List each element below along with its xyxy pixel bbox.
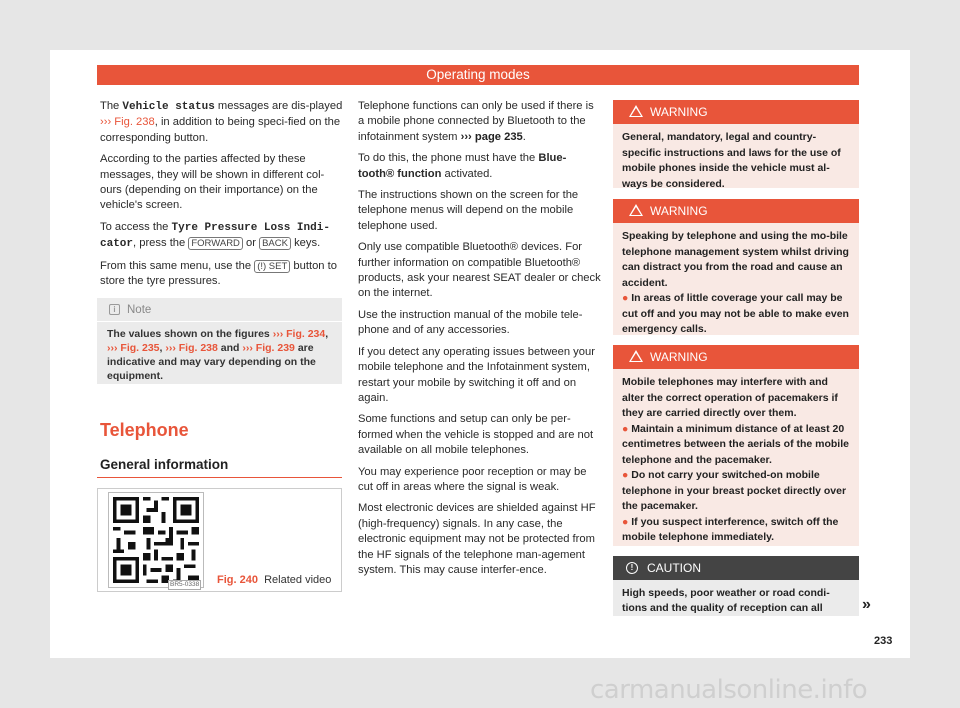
bullet-icon: ●	[622, 469, 629, 481]
warning-header: WARNING	[613, 199, 859, 223]
paragraph: You may experience poor reception or may be cut off in areas where the signal is weak.	[358, 465, 587, 493]
menu-item-name: Vehicle status	[122, 101, 215, 113]
list-item: ● Do not carry your switched-on mobile telephone in your breast pocket directly over the pacemaker.	[622, 469, 847, 512]
warning-header: WARNING	[613, 345, 859, 369]
paragraph: Only use compatible Bluetooth® devices. For further information on compatible Bluetooth® products, ask your nearest SEAT dealer or check on the internet.	[358, 241, 601, 300]
paragraph: From this same menu, use the (!) SET button to store the tyre pressures.	[100, 259, 337, 288]
list-item: ● Maintain a minimum distance of at least 20 centimetres between the aerials of the mobile telephone and the pacemaker.	[622, 422, 849, 466]
caution-icon: !	[626, 562, 638, 574]
paragraph: Most electronic devices are shielded against HF (high-frequency) signals. In any case, the electronic equipment may not be protected from the HF signals of the telephone man-agement system. This may cause interfer-ence.	[358, 502, 596, 576]
continue-arrow-icon: »	[862, 596, 871, 613]
fig-reference-link[interactable]: ››› Fig. 235	[107, 342, 160, 354]
figure-label: Fig. 240	[217, 574, 258, 586]
left-column	[100, 99, 343, 295]
bullet-icon: ●	[622, 515, 629, 528]
page-reference-link[interactable]: ››› page 235	[460, 130, 523, 143]
list-item: ● If you suspect interference, switch off the mobile telephone immediately.	[622, 515, 839, 543]
warning-body: Speaking by telephone and using the mo-bile telephone management system whilst driving can distract you from the road and cause an accident. ● In areas of little coverage your call may be cut off and you may not be able to make even emergency calls.	[613, 223, 859, 344]
info-icon: i	[109, 304, 120, 315]
bullet-icon: ●	[622, 422, 629, 435]
fig-reference-link[interactable]: ››› Fig. 238	[100, 116, 155, 129]
page-header: Operating modes	[97, 65, 859, 85]
section-title: Telephone	[100, 420, 189, 440]
caution-header: ! CAUTION	[613, 556, 859, 580]
warning-body: General, mandatory, legal and country-specific instructions and laws for the use of mobile phones inside the vehicle must al-ways be considered.	[622, 131, 841, 190]
figure-caption: Fig. 240 Related video	[217, 574, 332, 586]
paragraph: If you detect any operating issues between your mobile telephone and the Infotainment system, restart your mobile by switching it off and on again.	[358, 345, 595, 404]
warning-icon	[629, 105, 643, 117]
section-subtitle: General information	[100, 457, 229, 472]
warning-icon	[629, 204, 643, 216]
figure-code: BR5-0338	[170, 581, 200, 588]
back-key: BACK	[259, 237, 291, 250]
paragraph: The Vehicle status messages are dis-played ››› Fig. 238, in addition to being speci-fied on the corresponding button.	[100, 100, 343, 144]
list-item: ● In areas of little coverage your call may be cut off and you may not be able to make even emergency calls.	[622, 292, 849, 335]
forward-key: FORWARD	[188, 237, 243, 250]
page-number: 233	[874, 635, 893, 647]
caution-body: High speeds, poor weather or road condi-tions and the quality of reception can all	[622, 587, 830, 614]
warning-body: Mobile telephones may interfere with and alter the correct operation of pacemakers if they are carried directly over them. ● Maintain a minimum distance of at least 20 centimetres between the aerials of the mobile telephone and the pacemaker. ● Do not carry your switched-on mobile telephone in your breast pocket directly over the pacemaker. ● If you suspect interference, switch off the mobile telephone immediately.	[613, 369, 859, 552]
warning-box	[613, 345, 859, 546]
note-header	[97, 298, 342, 322]
menu-item-name: Tyre Pressure Loss Indi-cator	[100, 221, 330, 251]
warning-box	[613, 100, 859, 188]
caution-box	[613, 556, 859, 616]
paragraph: Telephone functions can only be used if there is a mobile phone connected by Bluetooth to the infotainment system ››› page 235.	[358, 100, 594, 143]
note-body: The values shown on the figures ››› Fig. 234, ››› Fig. 235, ››› Fig. 238 and ››› Fig. 239 are indicative and may vary depending on the equipment.	[107, 328, 329, 382]
paragraph: Some functions and setup can only be per-formed when the vehicle is stopped and are not available on all mobile telephones.	[358, 413, 594, 457]
bullet-icon: ●	[622, 292, 629, 304]
paragraph: According to the parties affected by these messages, they will be shown in different col-ours (depending on their importance) on the vehicle's screen.	[100, 153, 325, 212]
qr-code-icon[interactable]	[108, 492, 204, 588]
paragraph: To do this, the phone must have the Blue-tooth® function activated.	[358, 152, 567, 180]
paragraph: To access the Tyre Pressure Loss Indi-cator, press the FORWARD or BACK keys.	[100, 220, 330, 251]
watermark: carmanualsonline.info	[590, 675, 868, 705]
fig-reference-link[interactable]: ››› Fig. 239	[242, 342, 295, 354]
set-key: (!) SET	[254, 260, 290, 273]
warning-header: WARNING	[613, 100, 859, 124]
fig-reference-link[interactable]: ››› Fig. 234	[272, 328, 326, 340]
paragraph: Use the instruction manual of the mobile tele-phone and of any accessories.	[358, 308, 583, 337]
warning-icon	[629, 350, 643, 362]
warning-box	[613, 199, 859, 335]
middle-column	[358, 99, 601, 584]
note-title: Note	[127, 304, 152, 316]
divider	[97, 477, 342, 478]
paragraph: The instructions shown on the screen for the telephone menus will depend on the mobile telephone used.	[358, 189, 579, 232]
fig-reference-link[interactable]: ››› Fig. 238	[165, 342, 218, 354]
note-box	[97, 298, 342, 384]
